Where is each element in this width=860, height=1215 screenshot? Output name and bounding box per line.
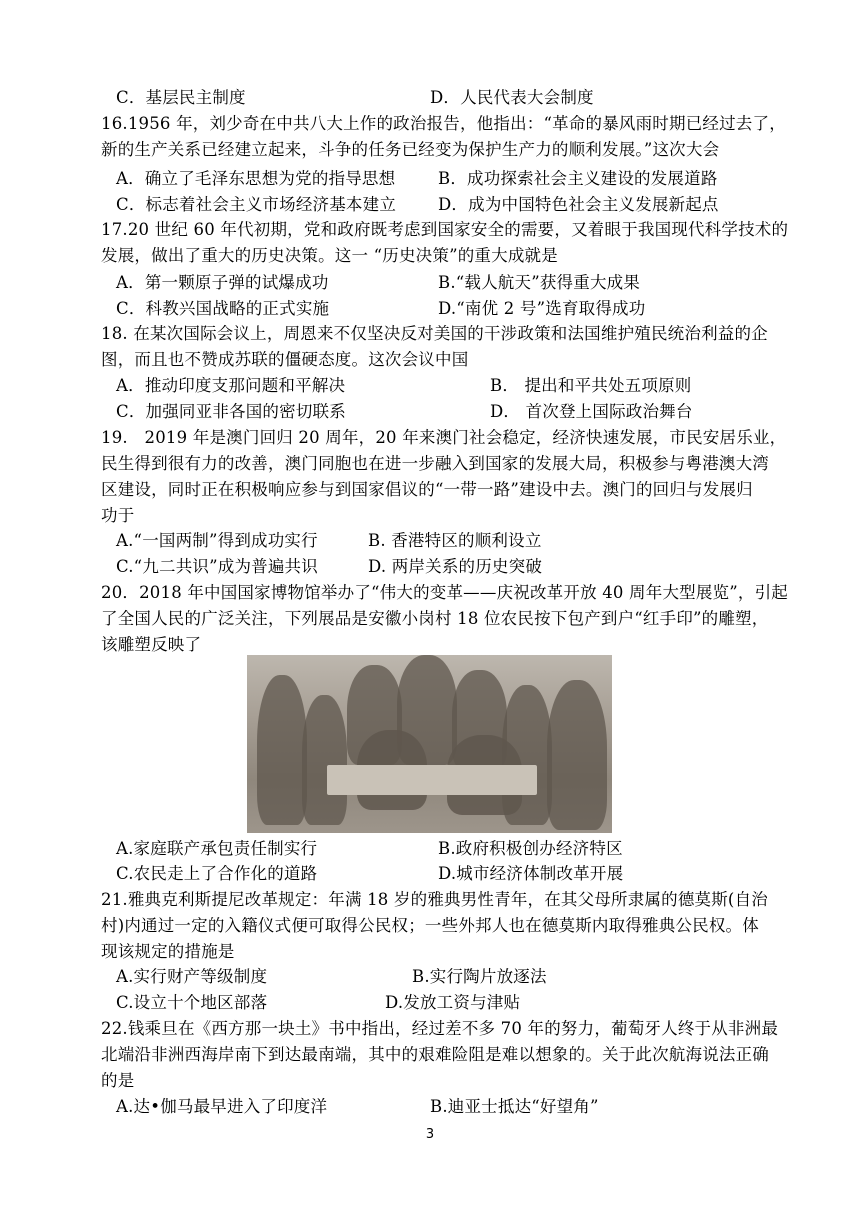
q18-option-a: A．推动印度支那问题和平解决 bbox=[116, 376, 346, 395]
q16-option-a: A．确立了毛泽东思想为党的指导思想 bbox=[116, 169, 396, 188]
q21-stem-line-1: 21.雅典克利斯提尼改革规定：年满 18 岁的雅典男性青年，在其父母所隶属的德莫斯(自治 bbox=[101, 890, 768, 909]
q21-option-d: D.发放工资与津贴 bbox=[385, 993, 521, 1012]
q18-option-b: B． 提出和平共处五项原则 bbox=[490, 376, 692, 395]
q19-option-b: B. 香港特区的顺利设立 bbox=[368, 531, 542, 550]
q22-stem-line-2: 北端沿非洲西海岸南下到达最南端，其中的艰难险阻是难以想象的。关于此次航海说法正确 bbox=[101, 1045, 769, 1064]
q20-option-b: B.政府积极创办经济特区 bbox=[438, 839, 623, 858]
q17-option-b: B.“载人航天”获得重大成果 bbox=[438, 273, 641, 292]
q17-option-a: A．第一颗原子弹的试爆成功 bbox=[116, 273, 329, 292]
q20-option-a: A.家庭联产承包责任制实行 bbox=[116, 839, 318, 858]
q21-stem-line-2: 村)内通过一定的入籍仪式便可取得公民权；一些外邦人也在德莫斯内取得雅典公民权。体 bbox=[101, 916, 759, 935]
q21-stem-line-3: 现该规定的措施是 bbox=[101, 942, 235, 961]
q20-option-d: D.城市经济体制改革开展 bbox=[438, 864, 624, 883]
q20-stem-line-2: 了全国人民的广泛关注，下列展品是安徽小岗村 18 位农民按下包产到户“红手印”的雕塑， bbox=[101, 609, 769, 628]
q19-option-d: D. 两岸关系的历史突破 bbox=[368, 557, 543, 576]
q22-option-a: A.达•伽马最早进入了印度洋 bbox=[116, 1097, 328, 1116]
q16-option-b: B．成功探索社会主义建设的发展道路 bbox=[438, 169, 718, 188]
q18-stem-line-1: 18. 在某次国际会议上，周恩来不仅坚决反对美国的干涉政策和法国维护殖民统治利益的企 bbox=[101, 324, 768, 343]
q19-stem-line-3: 区建设，同时正在积极响应参与到国家倡议的“一带一路”建设中去。澳门的回归与发展归 bbox=[101, 480, 753, 499]
q18-option-c: C．加强同亚非各国的密切联系 bbox=[116, 402, 346, 421]
q22-option-b: B.迪亚士抵达“好望角” bbox=[430, 1097, 599, 1116]
q20-option-c: C.农民走上了合作化的道路 bbox=[116, 864, 318, 883]
q19-stem-line-1: 19. 2019 年是澳门回归 20 周年，20 年来澳门社会稳定，经济快速发展，市民安居乐业， bbox=[101, 428, 787, 447]
q21-option-b: B.实行陶片放逐法 bbox=[412, 967, 547, 986]
q16-option-c: C．标志着社会主义市场经济基本建立 bbox=[116, 195, 397, 214]
q22-stem-line-3: 的是 bbox=[101, 1071, 135, 1090]
q19-stem-line-4: 功于 bbox=[101, 506, 135, 525]
page-number: 3 bbox=[425, 1127, 435, 1142]
sculpture-photo bbox=[247, 655, 612, 833]
q19-stem-line-2: 民生得到很有力的改善，澳门同胞也在进一步融入到国家的发展大局，积极参与粤港澳大湾 bbox=[101, 454, 769, 473]
q17-option-d: D.“南优 2 号”选育取得成功 bbox=[438, 299, 646, 318]
q22-stem-line-1: 22.钱乘旦在《西方那一块土》书中指出，经过差不多 70 年的努力，葡萄牙人终于从非洲最 bbox=[101, 1019, 779, 1038]
q18-option-d: D． 首次登上国际政治舞台 bbox=[490, 402, 693, 421]
q19-option-c: C.“九二共识”成为普遍共识 bbox=[116, 557, 318, 576]
q16-stem-line-1: 16.1956 年，刘少奇在中共八大上作的政治报告，他指出：“革命的暴风雨时期已经过去了， bbox=[101, 114, 786, 133]
q17-option-c: C．科教兴国战略的正式实施 bbox=[116, 299, 330, 318]
q17-stem-line-2: 发展，做出了重大的历史决策。这一 “历史决策”的重大成就是 bbox=[101, 246, 558, 265]
q17-stem-line-1: 17.20 世纪 60 年代初期，党和政府既考虑到国家安全的需要，又着眼于我国现代科学技术的 bbox=[101, 220, 789, 239]
q21-option-c: C.设立十个地区部落 bbox=[116, 993, 268, 1012]
q19-option-a: A.“一国两制”得到成功实行 bbox=[116, 531, 318, 550]
q18-stem-line-2: 图，而且也不赞成苏联的僵硬态度。这次会议中国 bbox=[101, 350, 469, 369]
q15-option-c: C．基层民主制度 bbox=[116, 88, 246, 107]
q21-option-a: A.实行财产等级制度 bbox=[116, 967, 268, 986]
q16-option-d: D．成为中国特色社会主义发展新起点 bbox=[438, 195, 719, 214]
q20-stem-line-1: 20．2018 年中国国家博物馆举办了“伟大的变革——庆祝改革开放 40 周年大型展览”，引起 bbox=[101, 583, 788, 602]
q20-stem-line-3: 该雕塑反映了 bbox=[101, 635, 202, 654]
q15-option-d: D．人民代表大会制度 bbox=[430, 88, 594, 107]
q16-stem-line-2: 新的生产关系已经建立起来，斗争的任务已经变为保护生产力的顺利发展。”这次大会 bbox=[101, 140, 720, 159]
